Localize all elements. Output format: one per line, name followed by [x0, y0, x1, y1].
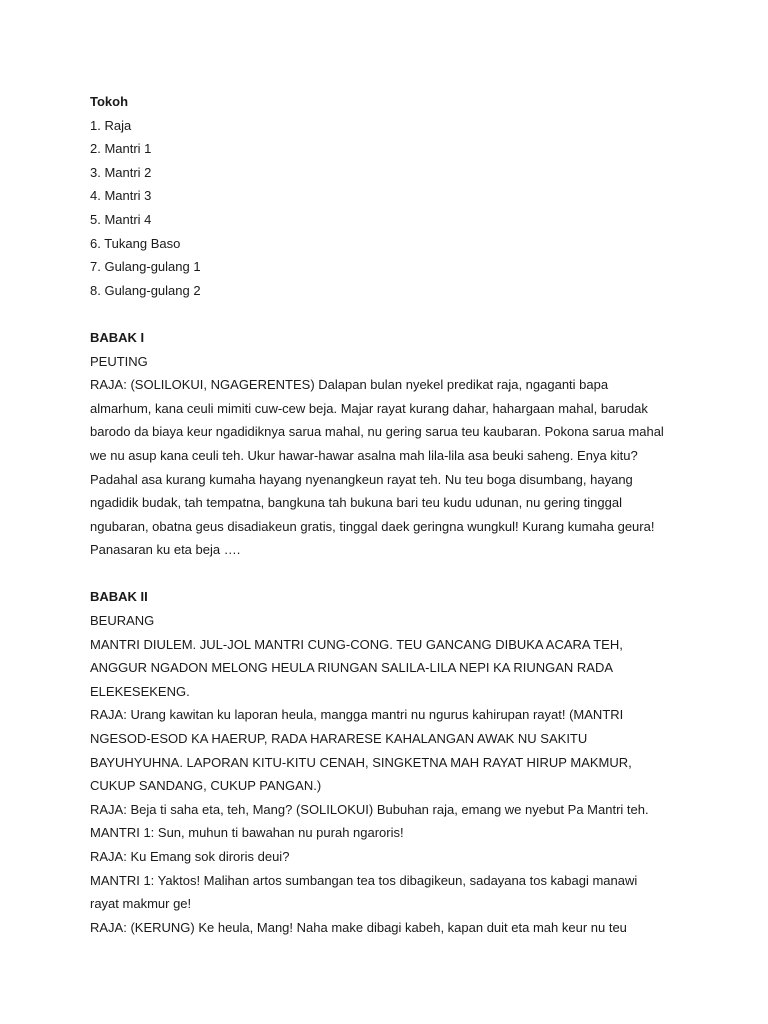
character-list-item: 2. Mantri 1: [90, 141, 152, 157]
script-line: NGESOD-ESOD KA HAERUP, RADA HARARESE KAHALANGAN AWAK NU SAKITU: [90, 731, 588, 747]
section-spacer: [90, 302, 690, 326]
scene-time-label: BEURANG: [90, 613, 155, 629]
stage-direction-line: MANTRI DIULEM. JUL-JOL MANTRI CUNG-CONG. TEU GANCANG DIBUKA ACARA TEH,: [90, 636, 623, 652]
character-list-item: 4. Mantri 3: [90, 188, 152, 204]
script-line: Padahal asa kurang kumaha hayang nyenangkeun rayat teh. Nu teu boga disumbang, hayang: [90, 471, 633, 487]
script-line: RAJA: (SOLILOKUI, NGAGERENTES) Dalapan bulan nyekel predikat raja, ngaganti bapa: [90, 377, 609, 393]
babak-2-heading: BABAK II: [90, 589, 148, 605]
tokoh-heading: Tokoh: [90, 94, 129, 109]
babak-1-section: [90, 326, 690, 562]
script-line: barodo da biaya keur ngadidiknya sarua mahal, nu gering sarua teu kaubaran. Pokona sarua mahal: [90, 424, 664, 440]
babak-2-section: [90, 585, 690, 939]
script-line: almarhum, kana ceuli mimiti cuw-cew beja. Majar rayat kurang dahar, hahargaan mahal, barudak: [90, 400, 648, 416]
section-spacer: [90, 562, 690, 586]
document-page: [90, 90, 690, 939]
script-line: BAYUHYUHNA. LAPORAN KITU-KITU CENAH, SINGKETNA MAH RAYAT HIRUP MAKMUR,: [90, 754, 632, 770]
tokoh-section: [90, 90, 690, 302]
character-list-item: 8. Gulang-gulang 2: [90, 282, 201, 298]
script-line: RAJA: Beja ti saha eta, teh, Mang? (SOLILOKUI) Bubuhan raja, emang we nyebut Pa Mantri teh.: [90, 801, 649, 817]
script-line: RAJA: (KERUNG) Ke heula, Mang! Naha make dibagi kabeh, kapan duit eta mah keur nu teu: [90, 919, 627, 935]
script-line: MANTRI 1: Sun, muhun ti bawahan nu purah ngaroris!: [90, 825, 404, 841]
script-line: we nu asup kana ceuli teh. Ukur hawar-hawar asalna mah lila-lila asa beuki saheng. Enya kitu?: [90, 447, 638, 463]
script-line: Panasaran ku eta beja ….: [90, 542, 241, 558]
script-line: RAJA: Urang kawitan ku laporan heula, mangga mantri nu ngurus kahirupan rayat! (MANTRI: [90, 707, 624, 723]
script-line: ngadidik budak, tah tempatna, bangkuna tah bukuna bari teu kudu udunan, nu gering tinggal: [90, 495, 622, 511]
script-line: RAJA: Ku Emang sok diroris deui?: [90, 849, 290, 864]
character-list-item: 5. Mantri 4: [90, 211, 152, 227]
character-list-item: 3. Mantri 2: [90, 164, 152, 180]
script-line: CUKUP SANDANG, CUKUP PANGAN.): [90, 778, 322, 794]
script-line: rayat makmur ge!: [90, 896, 192, 912]
script-line: ngubaran, obatna geus disadiakeun gratis, tinggal daek geringna wungkul! Kurang kumaha geura!: [90, 518, 655, 534]
character-list-item: 7. Gulang-gulang 1: [90, 259, 201, 275]
stage-direction-line: ANGGUR NGADON MELONG HEULA RIUNGAN SALILA-LILA NEPI KA RIUNGAN RADA: [90, 660, 614, 676]
character-list-item: 1. Raja: [90, 117, 132, 133]
scene-time-label: PEUTING: [90, 353, 148, 369]
character-list-item: 6. Tukang Baso: [90, 235, 181, 251]
stage-direction-line: ELEKESEKENG.: [90, 683, 190, 699]
babak-1-heading: BABAK I: [90, 329, 145, 345]
script-line: MANTRI 1: Yaktos! Malihan artos sumbangan tea tos dibagikeun, sadayana tos kabagi manawi: [90, 872, 638, 888]
